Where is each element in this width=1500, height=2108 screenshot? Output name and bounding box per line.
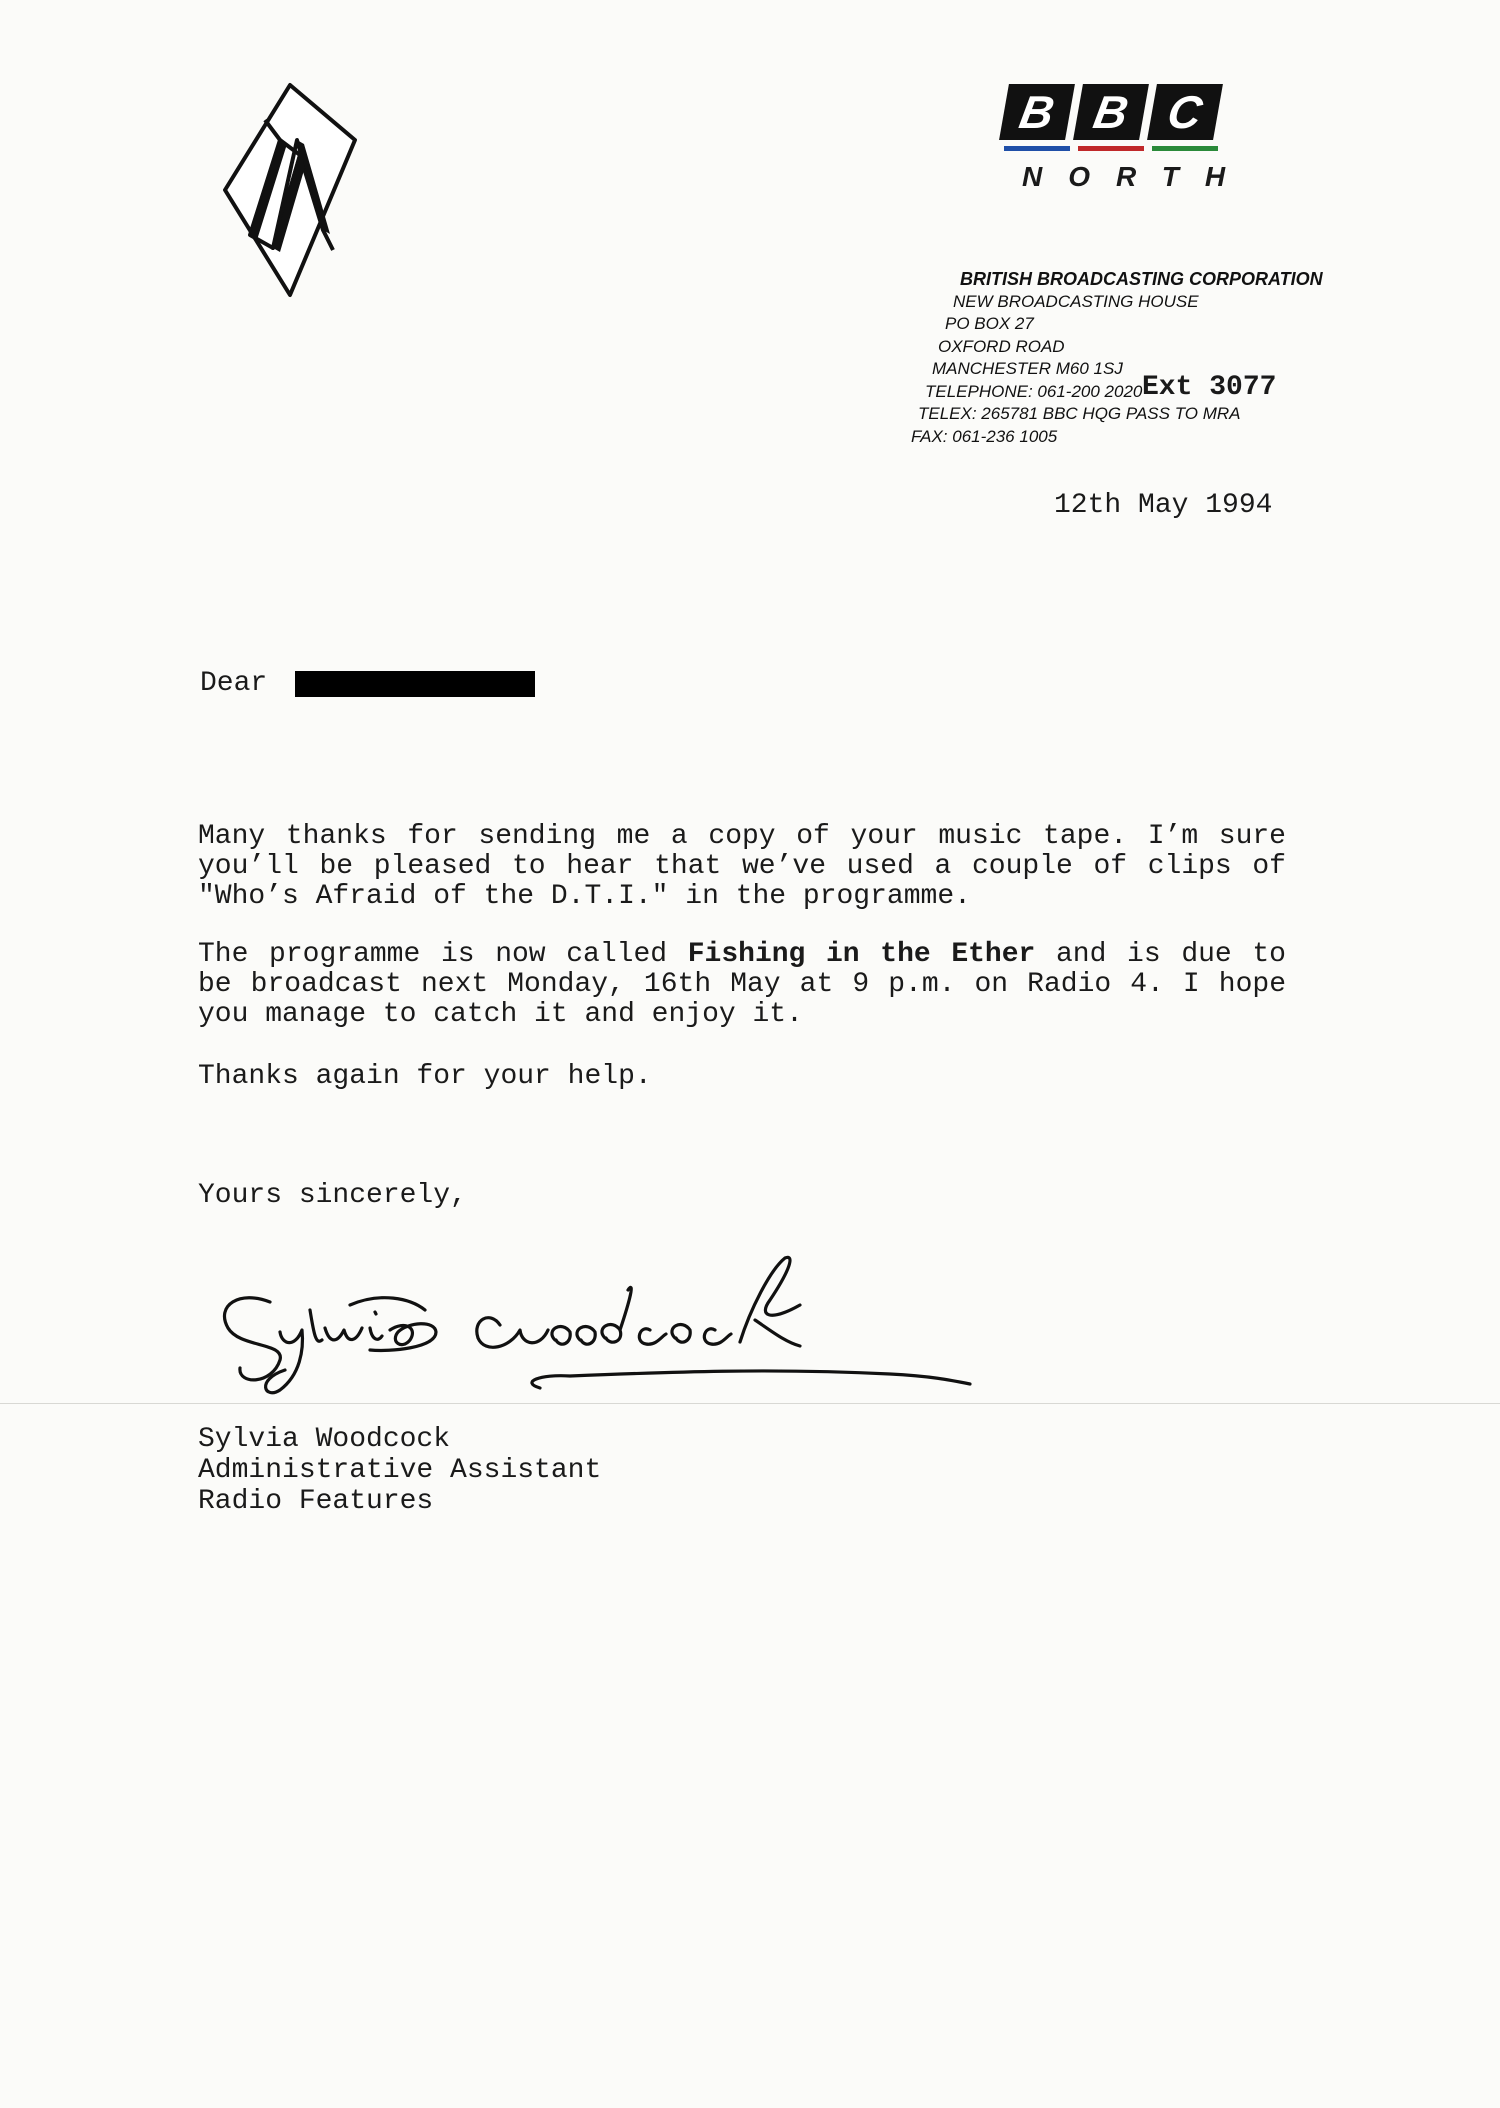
salutation	[200, 668, 535, 699]
extension-number: Ext 3077	[1142, 372, 1277, 403]
bbc-letter: B	[1073, 84, 1149, 140]
paragraph: Thanks again for your help.	[198, 1061, 652, 1092]
salutation-text: Dear	[200, 668, 268, 699]
bbc-region: NORTH	[1022, 161, 1252, 192]
letterhead-address	[905, 268, 1355, 448]
bbc-bar-blue	[1004, 146, 1070, 151]
organisation-name: BRITISH BROADCASTING CORPORATION	[960, 269, 1323, 289]
signatory-title: Administrative Assistant	[198, 1455, 602, 1486]
fold-line	[0, 1403, 1500, 1404]
programme-title: Fishing in the Ether	[687, 939, 1036, 970]
bbc-letter: C	[1147, 84, 1223, 140]
paragraph-text: The programme is now called	[198, 939, 688, 970]
address-line: NEW BROADCASTING HOUSE	[953, 291, 1199, 311]
handwritten-signature	[210, 1250, 1030, 1400]
signatory-department: Radio Features	[198, 1486, 434, 1517]
bbc-bar-green	[1152, 146, 1218, 151]
paragraph: Many thanks for sending me a copy of your music tape. I’m sure you’ll be pleased to hear that we’ve used a couple of clips of "Who’s Afraid of the D.T.I." in the programme.	[198, 821, 1286, 912]
fax-line: FAX: 061-236 1005	[911, 426, 1058, 446]
signatory-name: Sylvia Woodcock	[198, 1424, 451, 1455]
closing: Yours sincerely,	[198, 1180, 467, 1211]
bbc-logo	[1004, 84, 1252, 193]
redacted-name	[295, 671, 535, 697]
letter-date: 12th May 1994	[1054, 490, 1273, 521]
bbc-letter: B	[999, 84, 1075, 140]
address-line: PO BOX 27	[945, 314, 1034, 333]
address-line: MANCHESTER M60 1SJ	[932, 359, 1123, 378]
bbc-north-n-logo-icon	[205, 80, 365, 300]
signatory-block	[198, 1424, 601, 1517]
telex-line: TELEX: 265781 BBC HQG PASS TO MRA	[918, 404, 1241, 423]
paragraph	[198, 940, 1286, 1030]
paragraph-text: and is due to be broadcast next Monday, 16th May at 9 p.m. on Radio 4. I hope you manage to catch it and enjoy it.	[198, 939, 1286, 1030]
address-line: OXFORD ROAD	[938, 336, 1065, 356]
bbc-bar-red	[1078, 146, 1144, 151]
telephone-line: TELEPHONE: 061-200 2020	[925, 381, 1143, 401]
